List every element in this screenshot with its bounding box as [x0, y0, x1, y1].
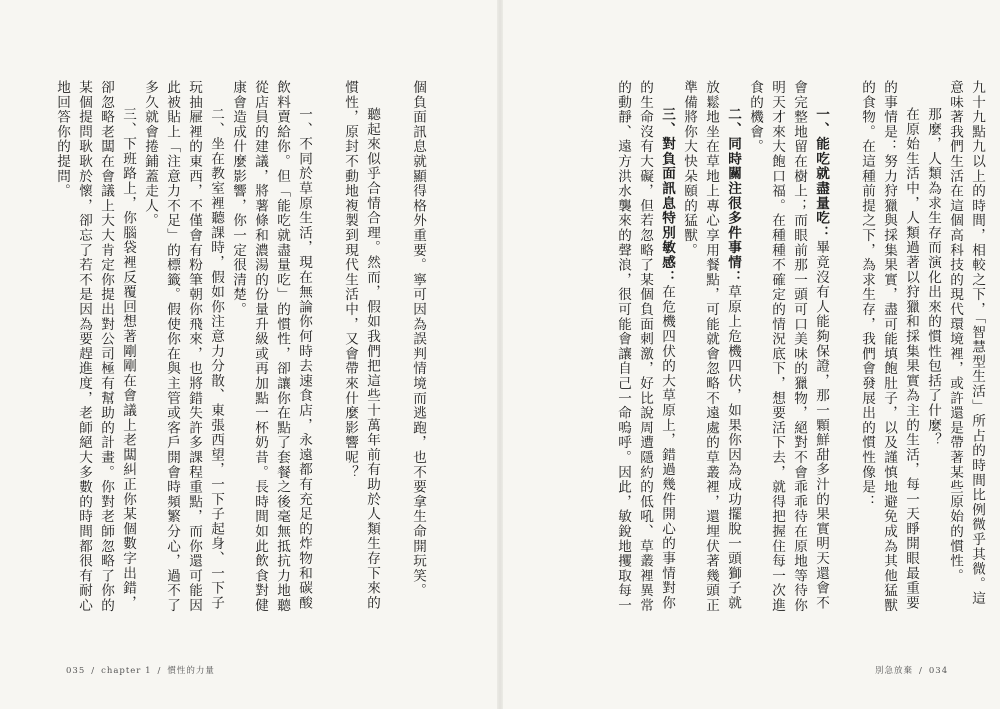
- paragraph: [744, 80, 832, 620]
- paragraph: 那麼，人類為求生存而演化出來的慣性包括了什麼？: [925, 107, 941, 448]
- divider: /: [919, 666, 923, 676]
- paragraph: 九十九點九以上的時間，相較之下，「智慧型生活」所占的時間比例微乎其微。這意味著我們生活在這個高科技的現代環境裡，或許還是帶著某些原始的慣性。: [947, 80, 985, 606]
- paragraph: 在原始生活中，人類過著以狩獵和採集果實為主的生活，每一天睜開眼最重要的事情是：努力狩獵與採集果實，盡可能填飽肚子，以及謹慎地避免成為其他猛獸的食物。在這種前提之下，為求生存，我們會發展出的慣性像是：: [859, 80, 919, 613]
- bold-lead: 二、同時關注很多件事情：: [725, 107, 741, 285]
- left-text-block: [49, 80, 429, 620]
- paragraph: [612, 80, 678, 620]
- chapter-label: chapter 1: [101, 666, 152, 676]
- paragraph-body: 在危機四伏的大草原上，錯過幾件開心的事情對你的生命沒有大礙，但若忽略了某個負面刺激，好比說周遭隱約的低吼、草叢裡異常的動靜、遠方洪水襲來的聲浪，很可能會讓自己一命嗚呼。因此，敏銳地攫取每一: [615, 80, 675, 613]
- page-footer: [875, 664, 948, 676]
- paragraph: 一、不同於草原生活，現在無論你何時去速食店，永遠都有充足的炸物和碳酸飲料賣給你。但「能吃就盡量吃」的慣性，卻讓你在點了套餐之後毫無抵抗力地聽從店員的建議，將薯條和濃湯的份量升級或再加點一杯奶昔。長時間如此飲食對健康會造成什麼影響，你一定很清楚。: [230, 80, 312, 613]
- page-number: 034: [928, 666, 949, 676]
- divider: /: [157, 666, 162, 676]
- page-number: 035: [66, 666, 86, 676]
- divider: /: [91, 666, 96, 676]
- right-page: [503, 0, 1000, 709]
- page-footer: [66, 664, 215, 676]
- bold-lead: 三、對負面訊息特別敏感：: [659, 107, 675, 285]
- paragraph: [678, 80, 744, 620]
- chapter-title: 慣性的力量: [167, 666, 215, 676]
- left-page: [0, 0, 497, 709]
- paragraph: 二、坐在教室裡聽課時，假如你注意力分散、東張西望，一下子起身、一下子玩抽屜裡的東西，不僅會有粉筆朝你飛來，也將錯失許多課程重點，而你還可能因此被貼上「注意力不足」的標籤。假使你在與主管或客戶開會時頻繁分心，過不了多久就會捲鋪蓋走人。: [142, 80, 224, 613]
- paragraph: 個負面訊息就顯得格外重要。寧可因為誤判情境而逃跑，也不要拿生命開玩笑。: [410, 80, 426, 598]
- book-title: 別急放棄: [875, 666, 914, 676]
- paragraph: 聽起來似乎合情合理。然而，假如我們把這些十萬年前有助於人類生存下來的慣性，原封不動地複製到現代生活中，又會帶來什麼影響呢？: [342, 80, 380, 611]
- bold-lead: 一、能吃就盡量吃：: [813, 107, 829, 241]
- right-text-block: [548, 80, 988, 620]
- paragraph-body: 草原上危機四伏，如果你因為成功擺脫一頭獅子就放鬆地坐在草地上專心享用餐點，可能就會忽略不遠處的草叢裡，還埋伏著幾頭正準備將你大快朵頤的猛獸。: [681, 80, 741, 613]
- paragraph: 三、下班路上，你腦袋裡反覆回想著剛剛在會議上老闆糾正你某個數字出錯，卻忽略老闆在會議上大大肯定你提出對公司極有幫助的計畫。你對老師忽略了你的某個提問耿耿於懷，卻忘了若不是因為要趕進度，老師絕大多數的時間都很有耐心地回答你的提問。: [54, 80, 136, 613]
- paragraph-body: 畢竟沒有人能夠保證，那一顆鮮甜多汁的果實明天還會不會完整地留在樹上；而眼前那一頭可口美味的獵物，絕對不會乖乖待在原地等待你明天才來大飽口福。在種種不確定的情況底下，想要活下去，就得把握住每一次進食的機會。: [747, 80, 829, 613]
